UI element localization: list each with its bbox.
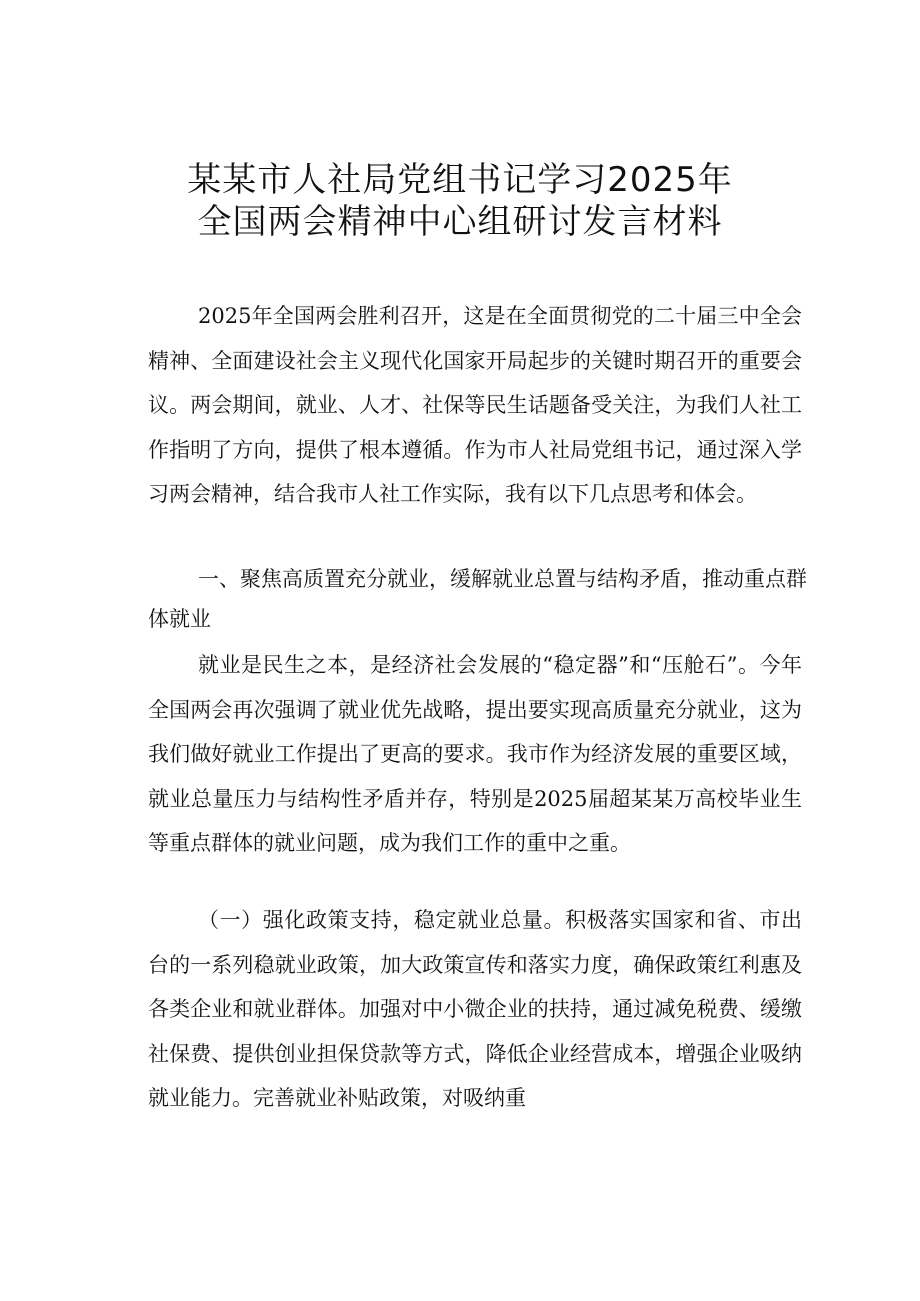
document-title-line-1: 某某市人社局党组书记学习2025年 bbox=[187, 160, 733, 200]
paragraph-employment: 就业是民生之本，是经济社会发展的“稳定器”和“压舱石”。今年全国两会再次强调了就业优先战略，提出要实现高质量充分就业，这为我们做好就业工作提出了更高的要求。我市作为经济发展的重要区域，就业总量压力与结构性矛盾并存，特别是2025届超某某万高校毕业生等重点群体的就业问题，成为我们工作的重中之重。 bbox=[148, 653, 802, 855]
paragraph-intro: 2025年全国两会胜利召开，这是在全面贯彻党的二十届三中全会精神、全面建设社会主义现代化国家开局起步的关键时期召开的重要会议。两会期间，就业、人才、社保等民生话题备受关注，为我们人社工作指明了方向，提供了根本遵循。作为市人社局党组书记，通过深入学习两会精神，结合我市人社工作实际，我有以下几点思考和体会。 bbox=[148, 304, 802, 506]
paragraph-policy-support: （一）强化政策支持，稳定就业总量。积极落实国家和省、市出台的一系列稳就业政策，加大政策宣传和落实力度，确保政策红利惠及各类企业和就业群体。加强对中小微企业的扶持，通过减免税费、缓缴社保费、提供创业担保贷款等方式，降低企业经营成本，增强企业吸纳就业能力。完善就业补贴政策，对吸纳重 bbox=[148, 908, 802, 1110]
document-title-line-2: 全国两会精神中心组研讨发言材料 bbox=[197, 202, 723, 242]
section-heading-1: 一、聚焦高质置充分就业，缓解就业总置与结构矛盾，推动重点群体就业 bbox=[148, 567, 807, 631]
